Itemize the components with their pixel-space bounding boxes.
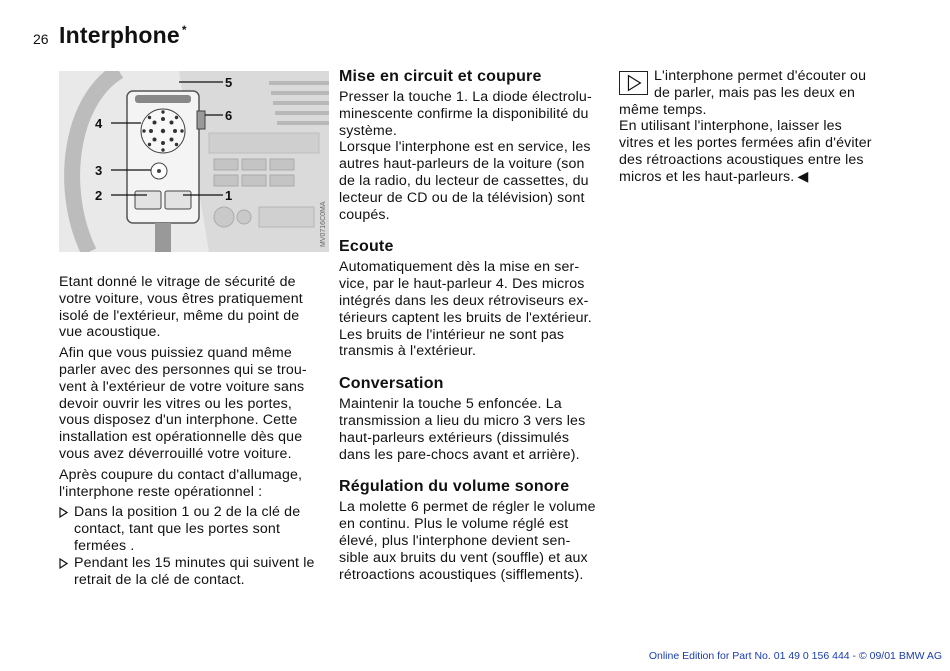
callout-4: 4: [95, 116, 103, 131]
bullet-triangle-icon: [59, 507, 68, 518]
section-heading: Mise en circuit et coupure: [339, 68, 542, 85]
section-body: Maintenir la touche 5 enfoncée. La transmission a lieu du micro 3 vers les haut-parleurs extérieurs (dissimulés dans les pare-chocs avant et arrière).: [339, 396, 586, 463]
bullet-triangle-icon: [59, 558, 68, 569]
page-title-text: Interphone: [59, 22, 180, 48]
bullet-item: Dans la position 1 ou 2 de la clé de contact, tant que les portes sont fermées .: [59, 504, 329, 554]
section-ecoute: [339, 237, 609, 360]
callout-6: 6: [225, 108, 233, 123]
footer-edition-note: Online Edition for Part No. 01 49 0 156 444 - © 09/01 BMW AG: [648, 650, 942, 662]
section-conversation: [339, 374, 609, 463]
note-play-icon: [619, 71, 648, 95]
callout-2: 2: [95, 188, 103, 203]
bullet-item: Pendant les 15 minutes qui suivent le retrait de la clé de contact.: [59, 555, 329, 589]
section-heading: Conversation: [339, 375, 444, 393]
ignition-paragraph: Après coupure du contact d'allumage, l'interphone reste opérationnel :: [59, 466, 303, 500]
page-number: 26: [33, 31, 49, 47]
title-asterisk: *: [181, 23, 187, 38]
section-heading: Régulation du volume sonore: [339, 478, 570, 496]
right-column: [619, 67, 894, 186]
interphone-illustration: [59, 71, 329, 252]
section-mise-en-circuit: [339, 67, 609, 223]
section-regulation-volume: [339, 477, 609, 583]
section-heading: Ecoute: [339, 238, 394, 256]
section-body: Presser la touche 1. La diode électrolu- minescente confirme la disponibilité du système. Lorsque l'interphone est en service, les autres haut-parleurs de la voiture (son de la radio, du lecteur de cassettes, du lecteur de CD ou de la télévision) sont coupés.: [339, 89, 592, 223]
middle-column: [339, 67, 609, 597]
page-title: [59, 22, 187, 49]
end-mark-icon: ◀: [797, 168, 809, 185]
button-2: [135, 191, 161, 209]
button-1: [165, 191, 191, 209]
section-body: Automatiquement dès la mise en ser- vice, par le haut-parleur 4. Des micros intégrés dans les deux rétroviseurs ex- térieurs captent les bruits de l'extérieur. Les bruits de l'intérieur ne sont pas transmis à l'extérieur.: [339, 259, 592, 360]
section-body: La molette 6 permet de régler le volume en continu. Plus le volume réglé est élevé, plus l'interphone devient sen- sible aux bruits du vent (souffle) et aux rétroactions acoustiques (sifflements).: [339, 499, 596, 583]
callout-5: 5: [225, 75, 233, 90]
figure-code: MV0716C0MA: [320, 201, 327, 247]
note-text: L'interphone permet d'écouter ou de parler, mais pas les deux en même temps. En utilisant l'interphone, laisser les vitres et les portes fermées afin d'éviter des rétroactions acoustiques entre les micros et les haut-parleurs. ◀: [619, 68, 872, 185]
purpose-paragraph: Afin que vous puissiez quand même parler avec des personnes qui se trou- vent à l'extérieur de votre voiture sans devoir ouvrir les vitres ou les portes, vous disposez d'un interphone. Cette installation est opérationnelle dès que vous avez déverrouillé votre voiture.: [59, 345, 307, 462]
callout-3: 3: [95, 163, 103, 178]
left-column: [59, 274, 329, 588]
volume-wheel: [197, 111, 205, 129]
intro-paragraph: Etant donné le vitrage de sécurité de votre voiture, vous êtres pratiquement isolé de l'extérieur, même du point de vue acoustique.: [59, 274, 303, 341]
callout-1: 1: [225, 188, 233, 203]
